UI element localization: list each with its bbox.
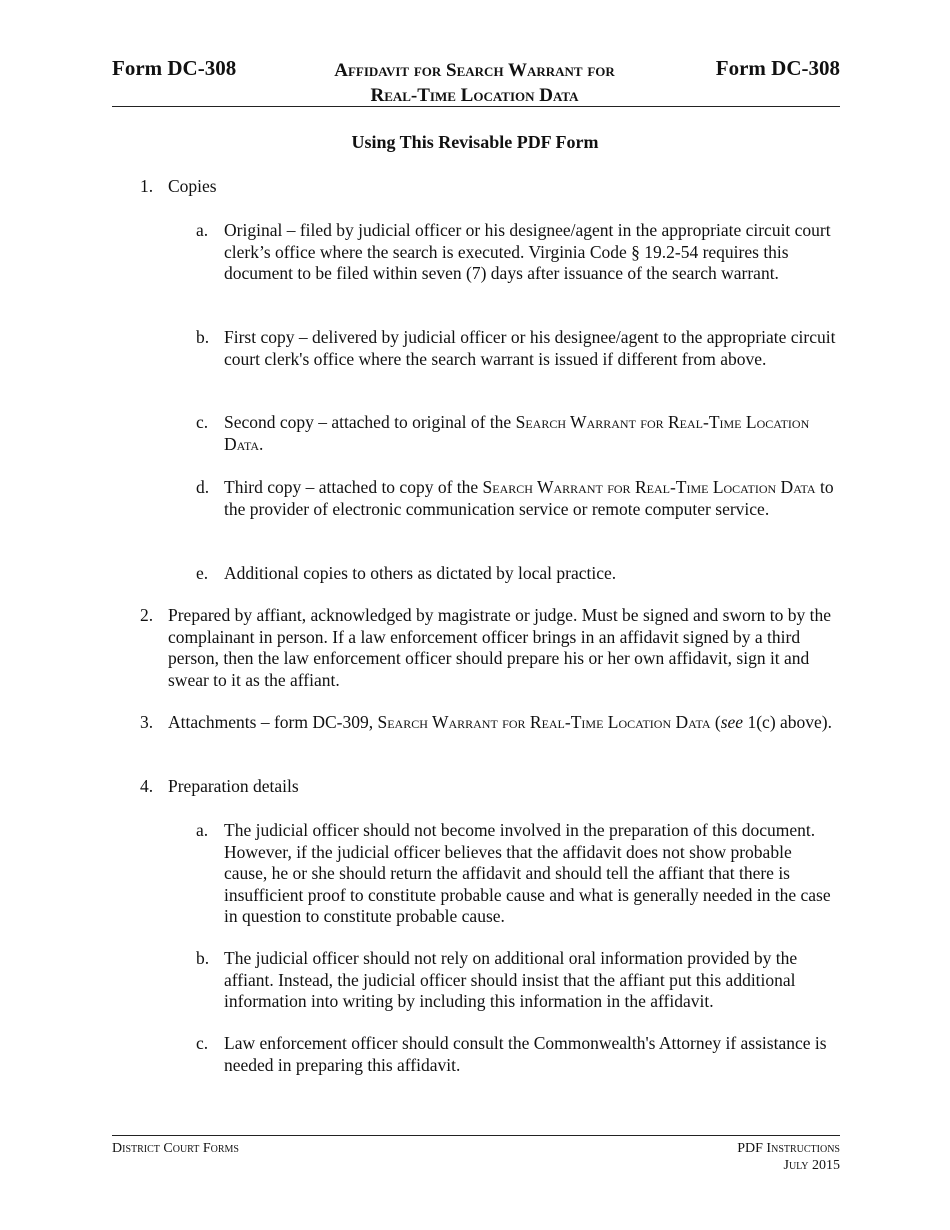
sub-item-text: First copy – delivered by judicial officer or his designee/agent to the appropriate circuit court clerk's office where the search warrant is issued if different from above. bbox=[224, 327, 836, 369]
form-id-right: Form DC-308 bbox=[715, 56, 840, 80]
sub-item-letter: a. bbox=[196, 820, 209, 840]
sub-item-letter: d. bbox=[196, 477, 210, 497]
citation-signal: see bbox=[720, 712, 744, 732]
sub-item-letter: b. bbox=[196, 327, 210, 347]
list-item-number: 2. bbox=[140, 605, 154, 625]
sub-item-text: Original – filed by judicial officer or his designee/agent in the appropriate circuit court clerk’s office where the search is executed. Virginia Code § 19.2-54 requires this document to be filed within seven (7) days after issuance of the search warrant. bbox=[224, 220, 831, 283]
list-item-number: 1. bbox=[140, 176, 154, 196]
list-item-number: 3. bbox=[140, 712, 154, 732]
footer-right-line2: July 2015 bbox=[783, 1158, 840, 1173]
form-reference: Search Warrant for Real-Time Location Data bbox=[377, 712, 711, 732]
sub-item-text-tail: . bbox=[259, 433, 264, 454]
form-id-left: Form DC-308 bbox=[112, 56, 237, 80]
sub-item-text: The judicial officer should not rely on additional oral information provided by the affiant. Instead, the judicial officer should insist that the affiant put this additional information into writing by including this information in the affidavit. bbox=[224, 948, 798, 1011]
document-title-line1: Affidavit for Search Warrant for bbox=[334, 60, 615, 81]
form-reference: Search Warrant for Real-Time Location Data bbox=[224, 412, 810, 454]
section-heading: Using This Revisable PDF Form bbox=[351, 132, 599, 152]
list-item-text-mid: ( bbox=[710, 712, 721, 732]
sub-item-text: The judicial officer should not become involved in the preparation of this document. However, if the judicial officer believes that the affidavit does not show probable cause, he or she should return the affidavit and should tell the affiant that there is insufficient proof to constitute probable cause and what is generally needed in the case in question to constitute probable cause. bbox=[224, 820, 831, 926]
sub-item-letter: b. bbox=[196, 948, 210, 968]
list-item-text: Preparation details bbox=[168, 776, 299, 796]
document-title-line2: Real-Time Location Data bbox=[370, 85, 579, 106]
list-item-text-lead: Attachments – form DC-309, bbox=[168, 712, 378, 732]
list-item-number: 4. bbox=[140, 776, 154, 796]
sub-item-letter: a. bbox=[196, 220, 209, 240]
document-header bbox=[112, 56, 840, 107]
footer-right bbox=[737, 1140, 840, 1174]
document-footer bbox=[112, 1135, 840, 1173]
list-item-text: Prepared by affiant, acknowledged by magistrate or judge. Must be signed and sworn to by the complainant in person. If a law enforcement officer brings in an affidavit signed by a third person, then the law enforcement officer should prepare his or her own affidavit, sign it and swear to it as the affiant. bbox=[168, 605, 832, 690]
sub-item-text: Law enforcement officer should consult the Commonwealth's Attorney if assistance is needed in preparing this affidavit. bbox=[224, 1033, 827, 1075]
document-title bbox=[262, 58, 687, 108]
form-reference: Search Warrant for Real-Time Location Data bbox=[482, 477, 816, 497]
footer-left: District Court Forms bbox=[112, 1141, 239, 1156]
sub-item-text-tail: to the provider of electronic communication service or remote computer service. bbox=[224, 477, 834, 519]
sub-item-letter: c. bbox=[196, 1033, 209, 1053]
list-item-text bbox=[168, 712, 838, 734]
sub-item-letter: e. bbox=[196, 563, 209, 583]
sub-item-text bbox=[224, 412, 839, 455]
list-item-text-tail: 1(c) above). bbox=[743, 712, 833, 732]
sub-item-text-lead: Third copy – attached to copy of the bbox=[224, 477, 483, 497]
sub-item-text bbox=[224, 477, 839, 520]
sub-item-text-lead: Second copy – attached to original of the bbox=[224, 412, 516, 432]
sub-item-text: Additional copies to others as dictated by local practice. bbox=[224, 563, 617, 583]
footer-right-line1: PDF Instructions bbox=[737, 1141, 840, 1156]
sub-item-letter: c. bbox=[196, 412, 209, 432]
list-item-text: Copies bbox=[168, 176, 217, 196]
